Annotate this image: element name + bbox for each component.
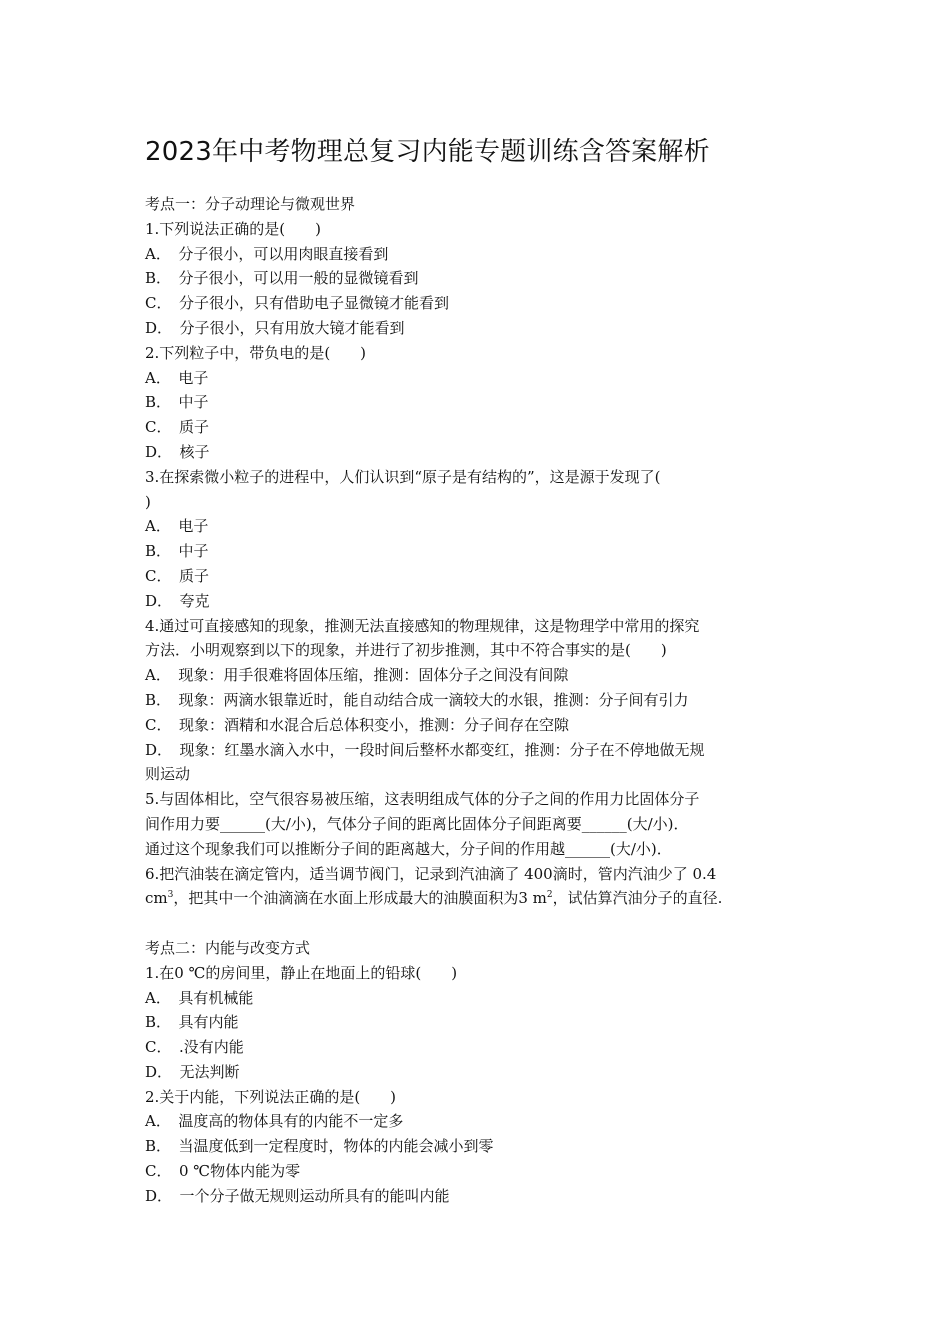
superscript-3: 3 <box>167 890 174 901</box>
question-2-1-option-b: B． 具有内能 <box>145 1013 239 1032</box>
question-2-2-option-a: A． 温度高的物体具有的内能不一定多 <box>145 1112 404 1131</box>
question-1-2-option-a: A． 电子 <box>145 368 209 387</box>
question-1-2-option-c: C． 质子 <box>145 418 209 437</box>
question-1-1-option-d: D． 分子很小，只有用放大镜才能看到 <box>145 318 405 337</box>
section-heading-1: 考点一：分子动理论与微观世界 <box>145 195 356 213</box>
question-1-4-option-d-line-2: 则运动 <box>145 765 191 784</box>
superscript-2: 2 <box>546 890 553 901</box>
unit-cm: cm <box>145 889 168 908</box>
question-1-1-option-c: C． 分子很小，只有借助电子显微镜才能看到 <box>145 294 449 313</box>
question-2-2-option-c: C． 0 ℃物体内能为零 <box>145 1162 301 1181</box>
question-1-4-option-a: A． 现象：用手很难将固体压缩，推测：固体分子之间没有间隙 <box>145 666 569 685</box>
question-1-3-option-b: B． 中子 <box>145 542 209 561</box>
section-heading-2: 考点二：内能与改变方式 <box>145 938 311 957</box>
question-1-2-stem: 2.下列粒子中，带负电的是( ) <box>145 343 367 362</box>
question-1-4-stem-line-1: 4.通过可直接感知的现象，推测无法直接感知的物理规律，这是物理学中常用的探究 <box>145 616 700 635</box>
question-1-1-option-a: A． 分子很小，可以用肉眼直接看到 <box>145 244 389 263</box>
question-2-1-option-a: A． 具有机械能 <box>145 988 254 1007</box>
question-1-4-option-c: C． 现象：酒精和水混合后总体积变小，推测：分子间存在空隙 <box>145 715 569 734</box>
question-2-2-option-b: B． 当温度低到一定程度时，物体的内能会减小到零 <box>145 1137 494 1156</box>
question-1-3-stem-line-2: ) <box>145 492 151 511</box>
question-1-6-line-2-mid: ，把其中一个油滴滴在水面上形成最大的油膜面积为3 m <box>173 889 547 908</box>
question-1-1-stem: 1.下列说法正确的是( ) <box>145 219 322 238</box>
question-1-2-option-b: B． 中子 <box>145 393 209 412</box>
question-2-2-option-d: D． 一个分子做无规则运动所具有的能叫内能 <box>145 1186 450 1205</box>
question-2-1-option-d: D． 无法判断 <box>145 1062 240 1081</box>
question-1-4-stem-line-2: 方法．小明观察到以下的现象，并进行了初步推测，其中不符合事实的是( ) <box>145 641 667 660</box>
document-title: 2023年中考物理总复习内能专题训练含答案解析 <box>145 137 710 167</box>
section-spacer <box>145 911 815 936</box>
question-1-4-option-d-line-1: D． 现象：红墨水滴入水中，一段时间后整杯水都变红，推测：分子在不停地做无规 <box>145 740 705 759</box>
question-1-5-line-2: 间作用力要______(大/小)，气体分子间的距离比固体分子间距离要______(大/小)． <box>145 814 689 833</box>
question-2-1-option-c: C． .没有内能 <box>145 1038 244 1057</box>
question-1-3-option-a: A． 电子 <box>145 517 209 536</box>
question-1-3-option-c: C． 质子 <box>145 566 209 585</box>
question-1-1-option-b: B． 分子很小，可以用一般的显微镜看到 <box>145 269 419 288</box>
question-1-6-line-2-end: ，试估算汽油分子的直径. <box>552 889 723 908</box>
question-1-6-line-1: 6.把汽油装在滴定管内，适当调节阀门，记录到汽油滴了 400滴时，管内汽油少了 0.4 <box>145 864 717 883</box>
question-1-5-line-3: 通过这个现象我们可以推断分子间的距离越大，分子间的作用越______(大/小)． <box>145 839 672 858</box>
question-1-3-option-d: D． 夸克 <box>145 591 210 610</box>
question-1-3-stem-line-1: 3.在探索微小粒子的进程中，人们认识到“原子是有结构的”，这是源于发现了( <box>145 467 661 486</box>
question-1-6-line-2 <box>145 886 815 911</box>
question-1-4-option-b: B． 现象：两滴水银靠近时，能自动结合成一滴较大的水银，推测：分子间有引力 <box>145 690 689 709</box>
question-1-2-option-d: D． 核子 <box>145 442 210 461</box>
question-2-1-stem: 1.在0 ℃的房间里，静止在地面上的铅球( ) <box>145 963 458 982</box>
question-1-5-line-1: 5.与固体相比，空气很容易被压缩，这表明组成气体的分子之间的作用力比固体分子 <box>145 790 700 809</box>
document-body <box>145 192 815 1209</box>
question-2-2-stem: 2.关于内能，下列说法正确的是( ) <box>145 1087 397 1106</box>
